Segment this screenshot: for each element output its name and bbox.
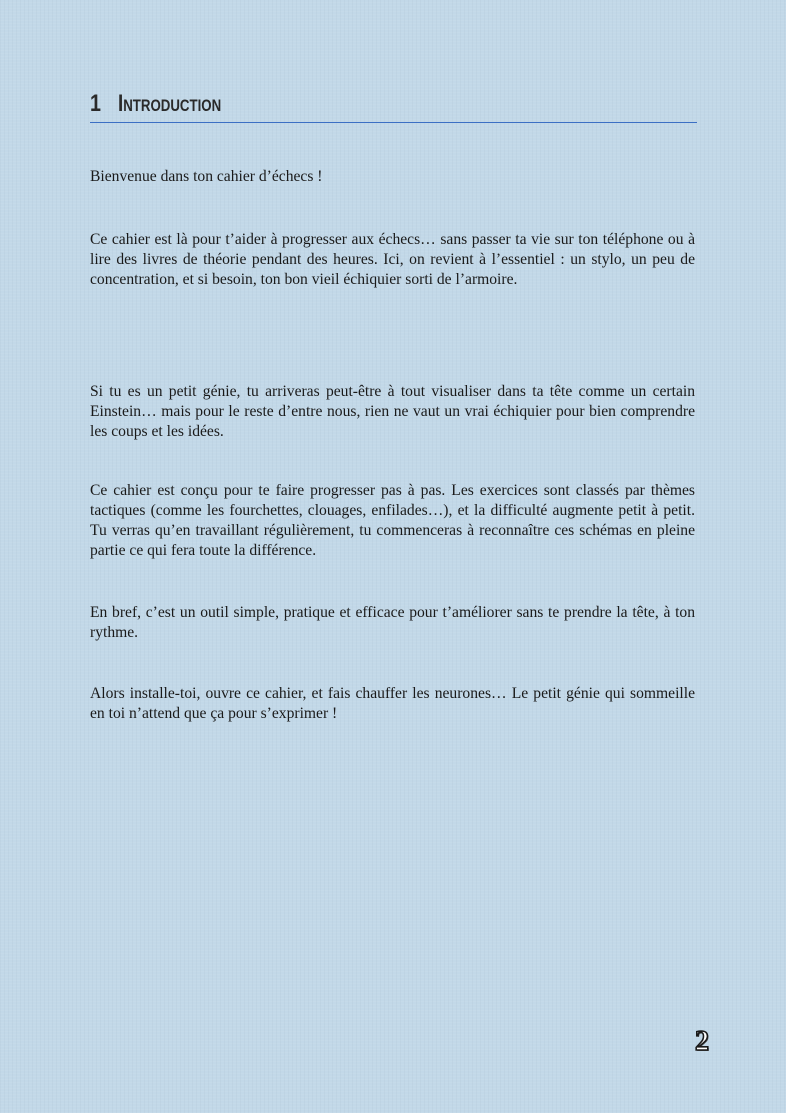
section-heading — [90, 88, 697, 123]
paragraph-genius: Si tu es un petit génie, tu arriveras peut-être à tout visualiser dans ta tête comme un certain Einstein… mais pour le reste d’entre nous, rien ne vaut un vrai échiquier pour bien comprendre les coups et les idées. — [90, 382, 695, 440]
paragraph-summary: En bref, c’est un outil simple, pratique et efficace pour t’améliorer sans te prendre la tête, à ton rythme. — [90, 603, 695, 641]
paragraph-structure: Ce cahier est conçu pour te faire progresser pas à pas. Les exercices sont classés par thèmes tactiques (comme les fourchettes, clouages, enfilades…), et la difficulté augmente petit à petit. Tu verras qu’en travaillant régulièrement, tu commenceras à reconnaître ces schémas en pleine partie ce qui fera toute la différence. — [90, 481, 695, 559]
paragraph-welcome: Bienvenue dans ton cahier d’échecs ! — [90, 167, 323, 185]
paragraph-purpose: Ce cahier est là pour t’aider à progresser aux échecs… sans passer ta vie sur ton téléphone ou à lire des livres de théorie pendant des heures. Ici, on revient à l’essentiel : un stylo, un peu de concentration, et si besoin, ton bon vieil échiquier sorti de l’armoire. — [90, 230, 695, 288]
page-number: 2 — [695, 1026, 709, 1057]
section-title: Introduction — [118, 90, 222, 117]
section-number: 1 — [90, 90, 101, 117]
paragraph-closing: Alors installe-toi, ouvre ce cahier, et fais chauffer les neurones… Le petit génie qui sommeille en toi n’attend que ça pour s’exprimer ! — [90, 684, 695, 722]
